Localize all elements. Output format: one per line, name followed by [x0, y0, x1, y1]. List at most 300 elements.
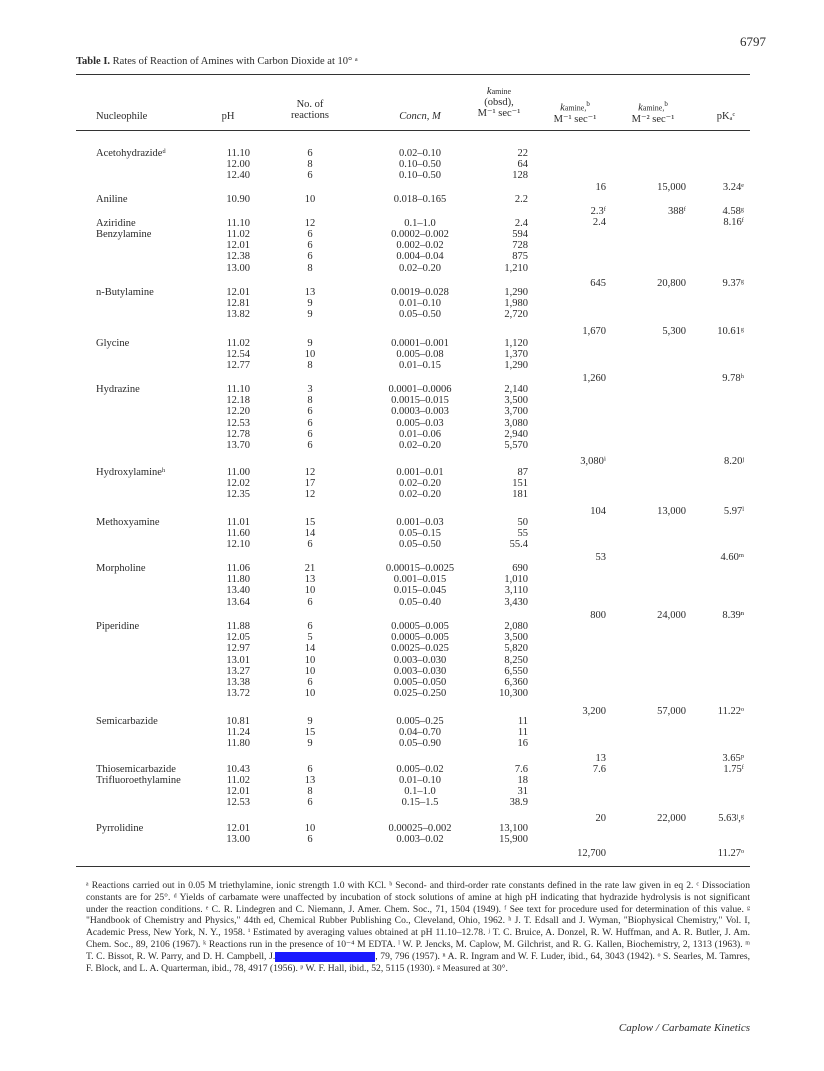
nucleophile-name: Benzylamine	[96, 229, 152, 240]
pka-cell: 9.78ʰ	[722, 373, 744, 384]
reactions-cell-value: 5	[307, 632, 313, 644]
reactions-cell-value: 8	[307, 360, 313, 372]
ph-cell-value: 13.27	[226, 665, 250, 677]
reactions-cell	[290, 563, 330, 608]
pka-cell: 1.75ᶠ	[723, 764, 744, 775]
k2-cell: 3,080ⁱ	[580, 456, 606, 467]
k2-cell: 20	[595, 813, 606, 824]
ph-cell	[200, 764, 250, 775]
k-obsd-cell-value: 1,370	[504, 349, 528, 361]
pka-cell: 3.65ᵖ	[722, 753, 744, 764]
concn-cell-value: 0.1–1.0	[404, 218, 436, 229]
ph-cell-value: 12.53	[226, 797, 250, 809]
k-obsd-cell	[440, 563, 528, 608]
k-obsd-cell-value: 55.4	[509, 539, 528, 551]
reactions-cell-value: 9	[307, 309, 313, 321]
nucleophile-name: Acetohydrazideᵈ	[96, 148, 166, 159]
concn-cell-value: 0.005–0.25	[396, 716, 444, 727]
reactions-cell-value: 9	[307, 716, 313, 727]
concn-cell-value: 0.02–0.20	[399, 478, 441, 490]
reactions-cell-value: 15	[304, 517, 316, 528]
k-obsd-cell-value: 11	[517, 727, 528, 739]
k-obsd-cell	[440, 229, 528, 274]
ph-cell-value: 11.02	[226, 229, 250, 240]
reactions-cell-value: 6	[307, 621, 313, 632]
k-obsd-cell-value: 728	[512, 240, 528, 252]
ph-cell-value: 12.20	[226, 406, 250, 418]
concn-cell-value: 0.05–0.50	[399, 309, 441, 321]
ph-cell	[200, 287, 250, 321]
header-concn: Concn, M	[399, 111, 441, 122]
k-obsd-cell	[440, 775, 528, 809]
k-obsd-cell-value: 10,300	[499, 688, 528, 700]
ph-cell	[200, 716, 250, 750]
ph-cell-value: 12.40	[226, 170, 250, 182]
k-obsd-cell-value: 181	[512, 489, 528, 501]
footnotes-part2: , 79, 796 (1957). ⁿ A. R. Ingram and W. F. Luder, ibid., 64, 3043 (1942). ᵒ S. Searles, M. Tamres, F. Block, and L. A. Quarterman, ibid., 78, 4917 (1956). ᵖ W. F. Hall, ibid., 52, 5115 (1930). ᵍ Measured at 30°.	[86, 950, 750, 974]
k-obsd-cell-value: 87	[517, 467, 528, 478]
k-obsd-cell-value: 11	[517, 716, 528, 727]
reactions-cell-value: 8	[307, 395, 313, 407]
k2-cell: 1,260	[582, 373, 606, 384]
concn-cell-value: 0.005–0.03	[396, 417, 444, 429]
footnotes-part1: ᵃ Reactions carried out in 0.05 M triethylamine, ionic strength 1.0 with KCl. ᵇ Second- and third-order rate constants defined in the rate law given in eq 2. ᶜ Dissociation constants are for 25°. ᵈ Yields of carbamate were unaffected by incubation of stock solutions of amine at high pH indicating that hydrazide hydrolysis is not significant under the reaction conditions. ᵉ C. R. Lindegren and C. Niemann, J. Amer. Chem. Soc., 71, 1504 (1949). ᶠ See text for procedure used for determination of this value. ᵍ "Handbook of Chemistry and Physics," 44th ed, Chemical Rubber Publishing Co., Cleveland, Ohio, 1962. ʰ J. T. Edsall and J. Wyman, "Biophysical Chemistry," Vol. I, Academic Press, New York, N. Y., 1958. ⁱ Estimated by averaging values obtained at pH 11.10–12.78. ʲ T. C. Bruice, A. Donzel, R. W. Huffman, and A. R. Butler, J. Am. Chem. Soc., 89, 2106 (1967). ᵏ Reactions run in the presence of 10⁻⁴ M EDTA. ˡ W. P. Jencks, M. Caplow, M. Gilchrist, and R. G. Kallen, Biochemistry, 2, 1313 (1963). ᵐ T. C. Bissot, R. W. Parry, and D. H. Campbell, J.	[86, 880, 750, 962]
concn-cell-value: 0.005–0.08	[396, 349, 444, 361]
concn-cell-value: 0.025–0.250	[393, 688, 447, 700]
k-obsd-cell-value: 2,080	[504, 621, 528, 632]
k-obsd-cell-value: 13,100	[499, 823, 528, 834]
header-k3-unit: M⁻² sec⁻¹	[631, 113, 675, 125]
k-obsd-cell-value: 1,290	[504, 360, 528, 372]
concn-cell-value: 0.04–0.70	[399, 727, 441, 739]
ph-cell	[200, 517, 250, 551]
k2-cell: 645	[590, 278, 606, 289]
header-ph: pH	[221, 111, 235, 122]
ph-cell-value: 11.02	[226, 775, 250, 786]
ph-cell-value: 11.24	[226, 727, 250, 739]
concn-cell-value: 0.02–0.20	[399, 489, 441, 501]
k2-cell: 2.4	[592, 217, 606, 228]
reactions-cell	[290, 384, 330, 451]
ph-cell-value: 12.38	[226, 251, 250, 263]
ph-cell-value: 12.77	[226, 360, 250, 372]
reactions-cell	[290, 218, 330, 229]
header-k-obsd-label: (obsd),	[484, 97, 514, 108]
k-obsd-cell-value: 1,120	[504, 338, 528, 349]
reactions-cell-value: 6	[307, 797, 313, 809]
ph-cell-value: 12.01	[226, 823, 250, 834]
reactions-cell-value: 12	[304, 218, 316, 229]
k-obsd-cell	[440, 764, 528, 775]
k2-cell: 16	[595, 182, 606, 193]
k-obsd-cell-value: 1,210	[504, 262, 528, 274]
reactions-cell-value: 6	[307, 240, 313, 252]
k-obsd-cell-value: 3,700	[504, 406, 528, 418]
reactions-cell-value: 6	[307, 677, 313, 689]
concn-cell-value: 0.003–0.030	[393, 665, 447, 677]
ph-cell	[200, 338, 250, 372]
concn-cell-value: 0.001–0.015	[393, 574, 447, 586]
k-obsd-cell	[440, 467, 528, 501]
nucleophile-name: Glycine	[96, 338, 130, 349]
pka-cell: 5.63ʲ,ᵍ	[718, 813, 744, 824]
concn-cell-value: 0.01–0.10	[399, 298, 441, 310]
concn-cell-value: 0.015–0.045	[393, 585, 447, 597]
reactions-cell-value: 10	[304, 349, 316, 361]
reactions-cell-value: 10	[304, 688, 316, 700]
k-obsd-cell-value: 3,500	[504, 395, 528, 407]
nucleophile-name: Morpholine	[96, 563, 146, 574]
k3-cell: 20,800	[657, 278, 686, 289]
concn-cell-value: 0.1–1.0	[404, 786, 436, 798]
concn-cell-value: 0.001–0.03	[396, 517, 444, 528]
k-obsd-cell-value: 594	[512, 229, 528, 240]
reactions-cell-value: 6	[307, 428, 313, 440]
ph-cell-value: 11.60	[226, 528, 250, 540]
k3-cell: 24,000	[657, 610, 686, 621]
nucleophile-name: Trifluoroethylamine	[96, 775, 181, 786]
k2-cell: 3,200	[582, 706, 606, 717]
bottom-rule	[76, 866, 750, 867]
concn-cell-value: 0.001–0.01	[396, 467, 444, 478]
reactions-cell-value: 13	[304, 287, 316, 298]
reactions-cell-value: 3	[307, 384, 313, 395]
reactions-cell-value: 9	[307, 298, 313, 310]
top-rule	[76, 74, 750, 75]
k-obsd-cell-value: 16	[517, 738, 528, 750]
concn-cell-value: 0.0001–0.0006	[388, 384, 452, 395]
k3-cell: 13,000	[657, 506, 686, 517]
k-obsd-cell-value: 8,250	[504, 654, 528, 666]
pka-cell: 4.58ᵍ	[722, 206, 744, 217]
ph-cell	[200, 823, 250, 845]
nucleophile-name: Methoxyamine	[96, 517, 160, 528]
ph-cell-value: 11.10	[226, 218, 250, 229]
header-reactions-line2: reactions	[291, 110, 329, 121]
reactions-cell-value: 13	[304, 574, 316, 586]
table-title: Rates of Reaction of Amines with Carbon Dioxide at 10° ᵃ	[112, 56, 358, 67]
ph-cell-value: 11.10	[226, 384, 250, 395]
ph-cell-value: 12.35	[226, 489, 250, 501]
ph-cell-value: 13.38	[226, 677, 250, 689]
ph-cell-value: 11.80	[226, 574, 250, 586]
nucleophile-name: Aniline	[96, 194, 128, 205]
reactions-cell	[290, 823, 330, 845]
pka-cell: 3.24ᵉ	[722, 182, 744, 193]
concn-cell-value: 0.0015–0.015	[391, 395, 449, 407]
k3-cell: 15,000	[657, 182, 686, 193]
reactions-cell-value: 8	[307, 786, 313, 798]
k-obsd-cell	[440, 517, 528, 551]
reactions-cell	[290, 517, 330, 551]
k3-cell: 388ᶠ	[668, 206, 686, 217]
ph-cell-value: 12.53	[226, 417, 250, 429]
k-obsd-cell-value: 6,550	[504, 665, 528, 677]
reactions-cell-value: 9	[307, 738, 313, 750]
concn-cell-value: 0.05–0.40	[399, 596, 441, 608]
k-obsd-cell-value: 38.9	[509, 797, 528, 809]
reactions-cell-value: 6	[307, 834, 313, 846]
k2-cell: 800	[590, 610, 606, 621]
k-obsd-cell	[440, 338, 528, 372]
reactions-cell-value: 6	[307, 406, 313, 418]
reactions-cell-value: 6	[307, 148, 313, 159]
pka-cell: 11.22ᵒ	[717, 706, 744, 717]
nucleophile-name: Piperidine	[96, 621, 140, 632]
k2-cell: 12,700	[577, 848, 606, 859]
ph-cell	[200, 775, 250, 809]
ph-cell	[200, 229, 250, 274]
reactions-cell-value: 6	[307, 229, 313, 240]
ph-cell	[200, 148, 250, 182]
ph-cell-value: 11.02	[226, 338, 250, 349]
reactions-cell-value: 14	[304, 643, 316, 655]
header-k-obsd-symbol: kamine	[486, 86, 512, 97]
ph-cell-value: 12.01	[226, 240, 250, 252]
concn-cell-value: 0.10–0.50	[399, 159, 441, 171]
pka-cell: 8.16ᶠ	[723, 217, 744, 228]
k-obsd-cell-value: 55	[517, 528, 528, 540]
reactions-cell	[290, 338, 330, 372]
pka-cell: 5.97ˡ	[723, 506, 744, 517]
ph-cell-value: 13.40	[226, 585, 250, 597]
k2-cell: 13	[595, 753, 606, 764]
ph-cell-value: 10.90	[226, 194, 250, 205]
concn-cell-value: 0.02–0.20	[399, 440, 441, 452]
k-obsd-cell	[440, 287, 528, 321]
reactions-cell-value: 12	[304, 467, 316, 478]
header-k2-unit: M⁻¹ sec⁻¹	[553, 113, 597, 125]
k-obsd-cell-value: 2,940	[504, 428, 528, 440]
reactions-cell	[290, 775, 330, 809]
concn-cell-value: 0.01–0.10	[399, 775, 441, 786]
table-footnotes	[86, 880, 750, 974]
k-obsd-cell	[440, 218, 528, 229]
table-caption	[76, 56, 358, 67]
reactions-cell-value: 21	[304, 563, 316, 574]
concn-cell-value: 0.005–0.02	[396, 764, 444, 775]
ph-cell-value: 11.00	[226, 467, 250, 478]
ph-cell-value: 12.10	[226, 539, 250, 551]
concn-cell-value: 0.05–0.15	[399, 528, 441, 540]
header-pka: pKₐᶜ	[716, 111, 736, 122]
ph-cell	[200, 218, 250, 229]
reactions-cell	[290, 467, 330, 501]
k-obsd-cell-value: 22	[517, 148, 528, 159]
concn-cell-value: 0.00015–0.0025	[385, 563, 455, 574]
pka-cell: 11.27ᵒ	[717, 848, 744, 859]
ph-cell-value: 13.72	[226, 688, 250, 700]
pka-cell: 10.61ᵍ	[717, 326, 744, 337]
ph-cell-value: 13.00	[226, 262, 250, 274]
ph-cell-value: 12.78	[226, 428, 250, 440]
reactions-cell-value: 12	[304, 489, 316, 501]
concn-cell-value: 0.01–0.06	[399, 428, 441, 440]
reactions-cell-value: 6	[307, 170, 313, 182]
reactions-cell-value: 15	[304, 727, 316, 739]
reactions-cell-value: 6	[307, 596, 313, 608]
k-obsd-cell-value: 2.2	[514, 194, 528, 205]
ph-cell-value: 13.70	[226, 440, 250, 452]
ph-cell	[200, 384, 250, 451]
ph-cell-value: 13.01	[226, 654, 250, 666]
k-obsd-cell-value: 31	[517, 786, 528, 798]
ph-cell-value: 12.18	[226, 395, 250, 407]
concn-cell-value: 0.0019–0.028	[391, 287, 449, 298]
concn-cell-value: 0.005–0.050	[393, 677, 447, 689]
k-obsd-cell-value: 3,080	[504, 417, 528, 429]
nucleophile-name: Semicarbazide	[96, 716, 158, 727]
header-k3	[618, 99, 688, 125]
k-obsd-cell-value: 1,290	[504, 287, 528, 298]
ph-cell-value: 12.54	[226, 349, 250, 361]
k-obsd-cell	[440, 384, 528, 451]
k-obsd-cell	[440, 716, 528, 750]
ph-cell-value: 10.43	[226, 764, 250, 775]
concn-cell-value: 0.10–0.50	[399, 170, 441, 182]
ph-cell-value: 12.81	[226, 298, 250, 310]
k-obsd-cell-value: 6,360	[504, 677, 528, 689]
nucleophile-name: Hydroxylamineʰ	[96, 467, 166, 478]
concn-cell-value: 0.0002–0.002	[391, 229, 449, 240]
k-obsd-cell-value: 3,500	[504, 632, 528, 644]
k-obsd-cell-value: 18	[517, 775, 528, 786]
ph-cell-value: 13.00	[226, 834, 250, 846]
ph-cell-value: 11.06	[226, 563, 250, 574]
reactions-cell-value: 8	[307, 159, 313, 171]
k-obsd-cell-value: 15,900	[499, 834, 528, 846]
ph-cell-value: 10.81	[226, 716, 250, 727]
k-obsd-cell-value: 875	[512, 251, 528, 263]
pka-cell: 4.60ᵐ	[720, 552, 744, 563]
concn-cell-value: 0.02–0.20	[399, 262, 441, 274]
reactions-cell-value: 10	[304, 665, 316, 677]
nucleophile-name: Pyrrolidine	[96, 823, 144, 834]
concn-cell-value: 0.003–0.02	[396, 834, 444, 846]
k-obsd-cell-value: 5,570	[504, 440, 528, 452]
reactions-cell-value: 9	[307, 338, 313, 349]
reactions-cell-value: 10	[304, 654, 316, 666]
nucleophile-name: n-Butylamine	[96, 287, 154, 298]
table-label: Table I.	[76, 56, 111, 67]
header-rule	[76, 130, 750, 131]
concn-cell-value: 0.004–0.04	[396, 251, 444, 263]
k-obsd-cell-value: 2,140	[504, 384, 528, 395]
reactions-cell	[290, 148, 330, 182]
pka-cell: 8.20ʲ	[723, 456, 744, 467]
nucleophile-name: Hydrazine	[96, 384, 140, 395]
ph-cell-value: 12.00	[226, 159, 250, 171]
k3-cell: 22,000	[657, 813, 686, 824]
k-obsd-cell-value: 1,010	[504, 574, 528, 586]
k-obsd-cell-value: 2,720	[504, 309, 528, 321]
concn-cell-value: 0.01–0.15	[399, 360, 441, 372]
header-k-obsd-unit: M⁻¹ sec⁻¹	[477, 108, 521, 119]
concn-cell-value: 0.003–0.030	[393, 654, 447, 666]
reactions-cell	[290, 764, 330, 775]
ph-cell	[200, 194, 250, 205]
concn-cell-value: 0.018–0.165	[393, 194, 447, 205]
nucleophile-name: Thiosemicarbazide	[96, 764, 176, 775]
pka-cell: 8.39ⁿ	[722, 610, 744, 621]
concn-cell-value: 0.0003–0.003	[391, 406, 449, 418]
reactions-cell	[290, 716, 330, 750]
k-obsd-cell-value: 3,430	[504, 596, 528, 608]
reactions-cell	[290, 621, 330, 699]
reactions-cell-value: 14	[304, 528, 316, 540]
redaction-bar	[275, 952, 375, 962]
concn-cell-value: 0.0025–0.025	[391, 643, 449, 655]
concn-cell-value: 0.00025–0.002	[388, 823, 452, 834]
ph-cell-value: 12.05	[226, 632, 250, 644]
k2-cell: 1,670	[582, 326, 606, 337]
ph-cell	[200, 563, 250, 608]
ph-cell-value: 13.82	[226, 309, 250, 321]
header-k-obsd	[468, 86, 530, 119]
header-k2-symbol: kamine,$^b$	[560, 100, 590, 114]
concn-cell-value: 0.0001–0.001	[391, 338, 449, 349]
k-obsd-cell	[440, 823, 528, 845]
reactions-cell	[290, 229, 330, 274]
reactions-cell-value: 6	[307, 764, 313, 775]
k3-cell: 57,000	[657, 706, 686, 717]
running-footer: Caplow / Carbamate Kinetics	[618, 1022, 750, 1034]
ph-cell-value: 11.01	[226, 517, 250, 528]
ph-cell-value: 12.01	[226, 287, 250, 298]
reactions-cell-value: 13	[304, 775, 316, 786]
ph-cell	[200, 467, 250, 501]
k-obsd-cell	[440, 621, 528, 699]
k-obsd-cell-value: 151	[512, 478, 528, 490]
concn-cell-value: 0.0005–0.005	[391, 621, 449, 632]
header-k2	[540, 99, 610, 125]
k-obsd-cell-value: 7.6	[514, 764, 528, 775]
reactions-cell-value: 10	[304, 823, 316, 834]
header-reactions	[280, 99, 340, 121]
k-obsd-cell-value: 2.4	[514, 218, 528, 229]
ph-cell	[200, 621, 250, 699]
reactions-cell	[290, 194, 330, 205]
concn-cell-value: 0.15–1.5	[401, 797, 439, 809]
header-reactions-line1: No. of	[296, 99, 324, 110]
k2-cell: 53	[595, 552, 606, 563]
reactions-cell-value: 17	[304, 478, 316, 490]
k-obsd-cell-value: 1,980	[504, 298, 528, 310]
ph-cell-value: 12.97	[226, 643, 250, 655]
k-obsd-cell-value: 128	[512, 170, 528, 182]
reactions-cell-value: 6	[307, 251, 313, 263]
reactions-cell	[290, 287, 330, 321]
reactions-cell-value: 10	[304, 194, 316, 205]
pka-cell: 9.37ᵍ	[722, 278, 744, 289]
header-k3-symbol: kamine,$^b$	[638, 100, 668, 114]
reactions-cell-value: 6	[307, 440, 313, 452]
nucleophile-name: Aziridine	[96, 218, 136, 229]
k2-cell: 7.6	[592, 764, 606, 775]
k-obsd-cell-value: 50	[517, 517, 528, 528]
k2-cell: 104	[590, 506, 606, 517]
k-obsd-cell-value: 3,110	[504, 585, 528, 597]
k-obsd-cell-value: 5,820	[504, 643, 528, 655]
k-obsd-cell-value: 690	[512, 563, 528, 574]
ph-cell-value: 11.80	[226, 738, 250, 750]
reactions-cell-value: 6	[307, 539, 313, 551]
k-obsd-cell-value: 64	[517, 159, 528, 171]
reactions-cell-value: 6	[307, 417, 313, 429]
ph-cell-value: 12.02	[226, 478, 250, 490]
page-number: 6797	[740, 34, 766, 49]
concn-cell-value: 0.05–0.90	[399, 738, 441, 750]
